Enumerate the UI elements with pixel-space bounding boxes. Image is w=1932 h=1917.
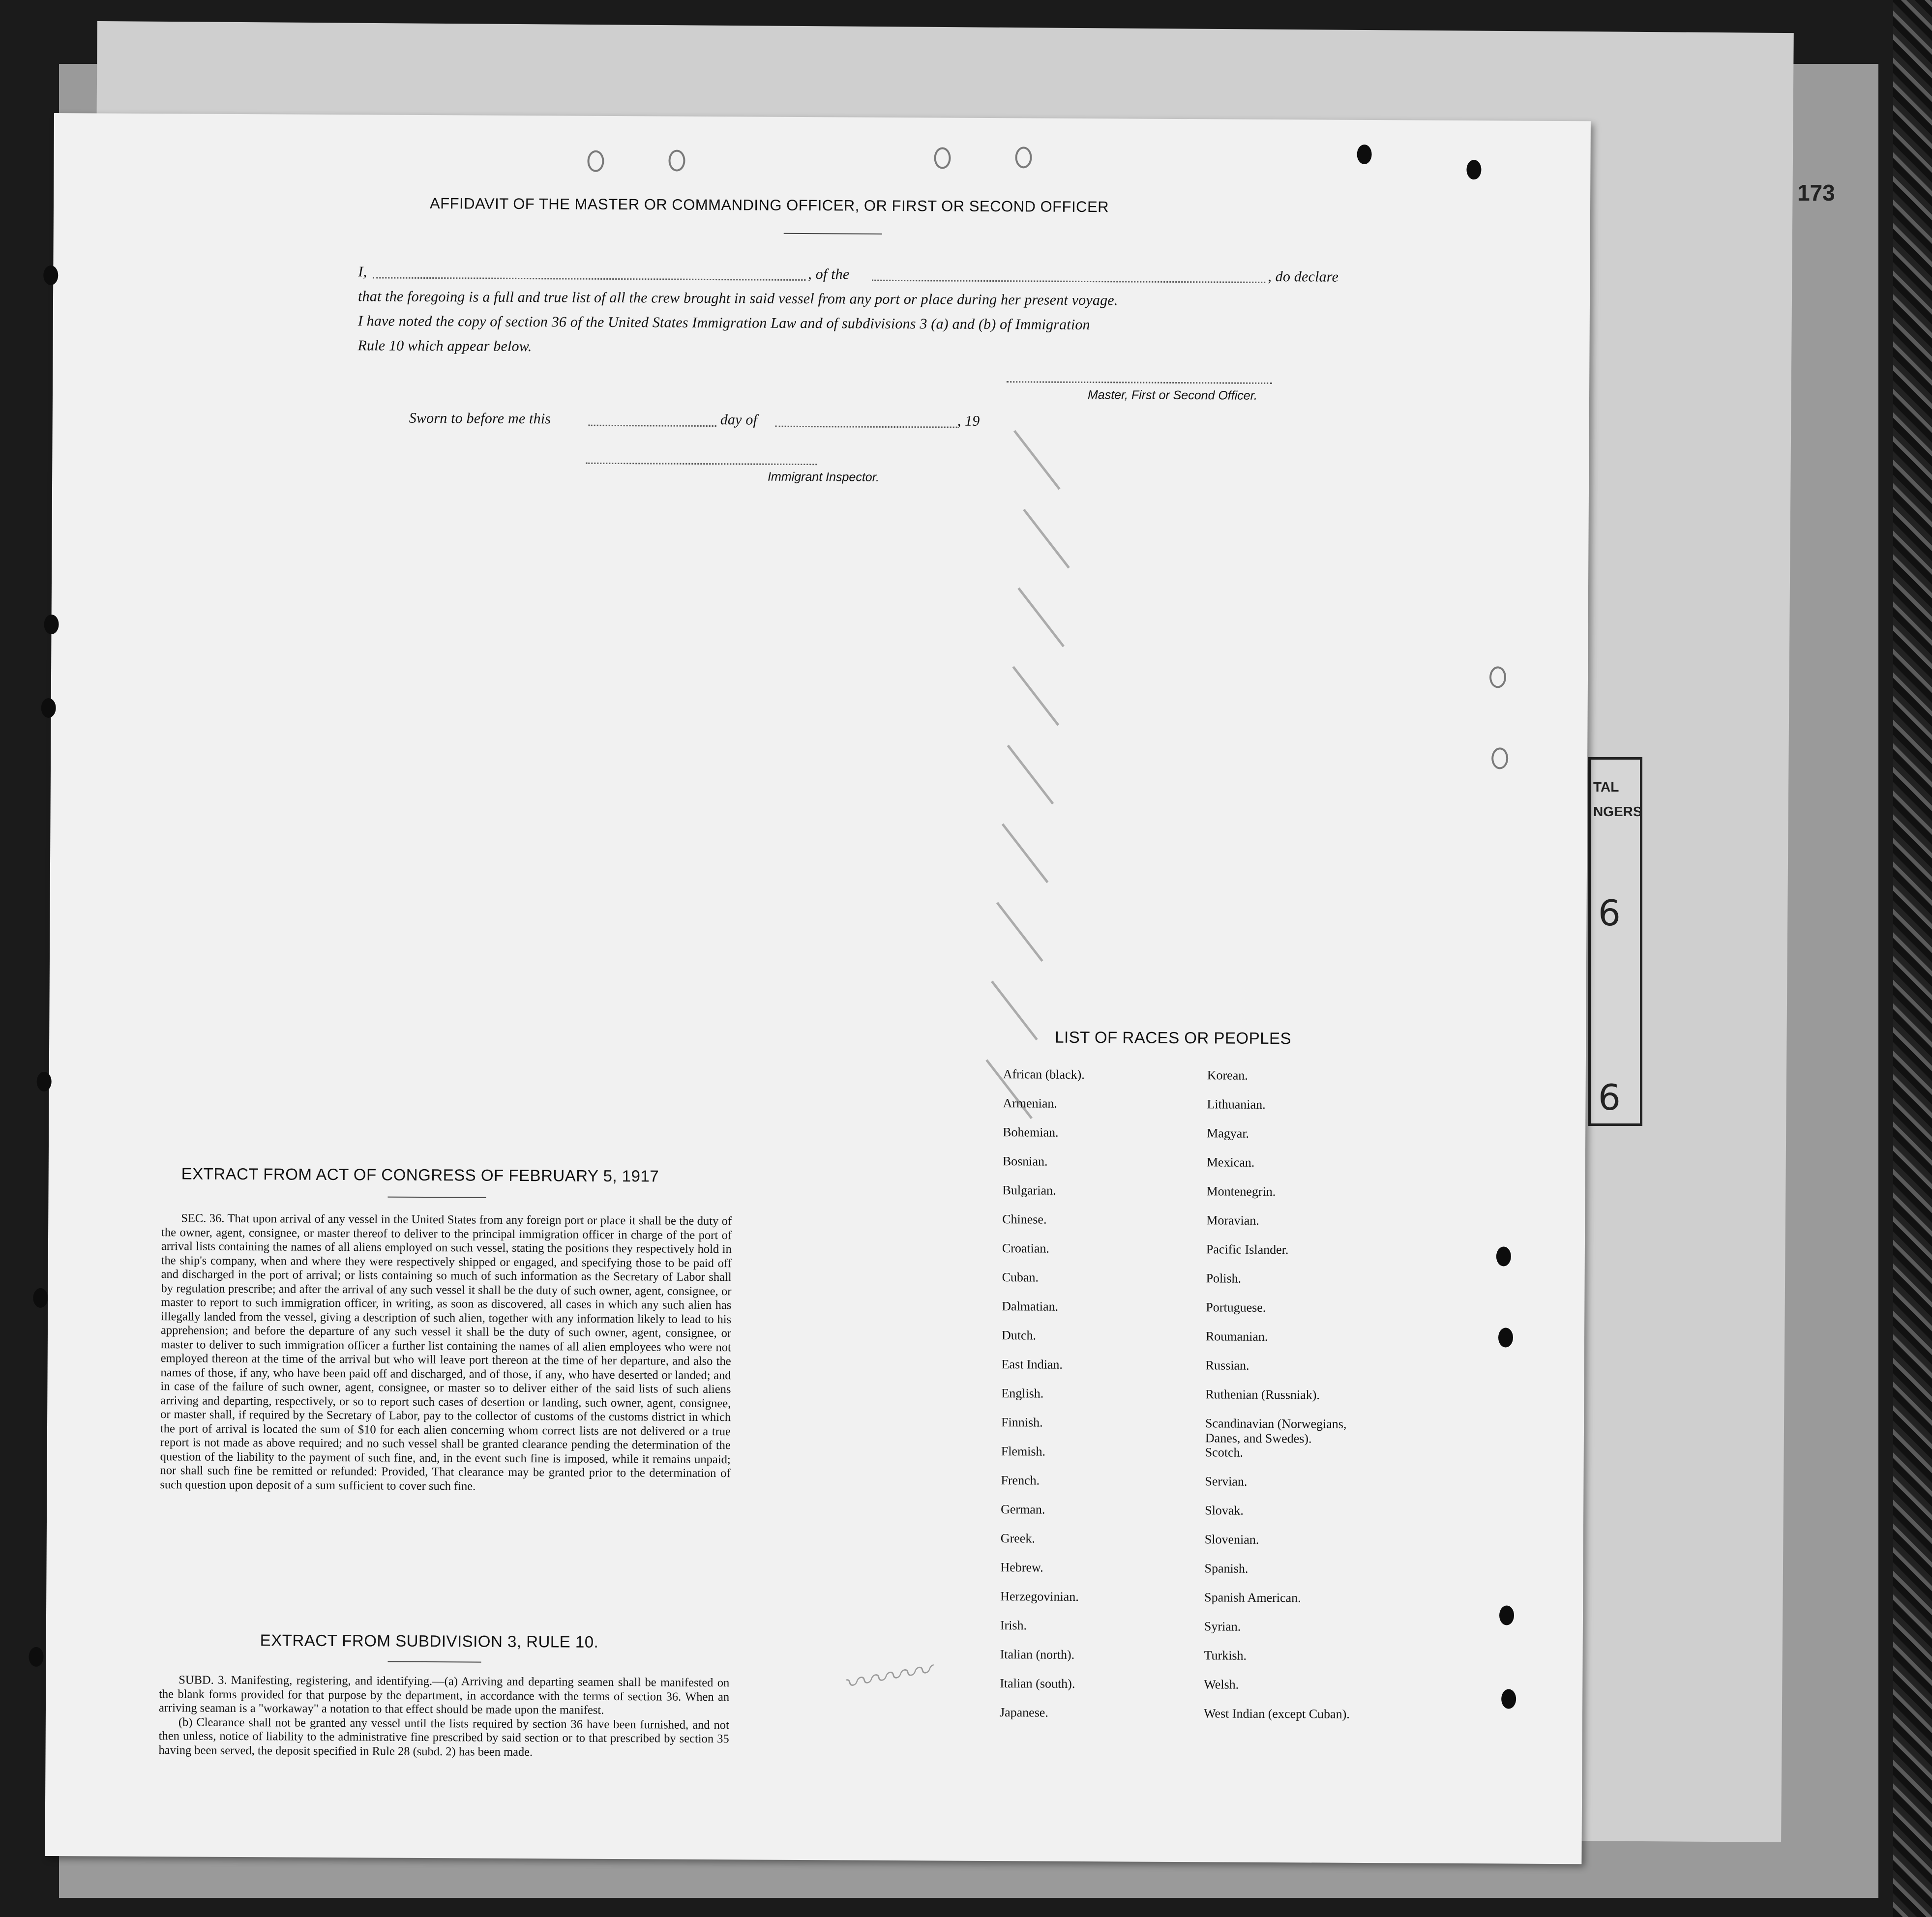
- race-item: English.: [1001, 1386, 1044, 1401]
- race-item: German.: [1001, 1502, 1045, 1517]
- race-item: Chinese.: [1002, 1212, 1047, 1227]
- pencil-strike: [1012, 666, 1059, 726]
- affidavit-line1-suffix: , do declare: [1268, 268, 1339, 285]
- pencil-strike: [996, 902, 1043, 962]
- race-item: Welsh.: [1204, 1677, 1239, 1692]
- binding-strip: [1893, 0, 1932, 1917]
- race-item: Armenian.: [1003, 1096, 1058, 1111]
- affidavit-title: AFFIDAVIT OF THE MASTER OR COMMANDING OFFICER, OR FIRST OR SECOND OFFICER: [429, 195, 1109, 216]
- race-item: Korean.: [1207, 1068, 1248, 1083]
- race-item: Scotch.: [1205, 1445, 1244, 1460]
- race-item: Bohemian.: [1003, 1125, 1059, 1140]
- pencil-strike: [1002, 823, 1049, 883]
- race-item: Spanish.: [1204, 1561, 1248, 1576]
- section-36-paragraph: SEC. 36. That upon arrival of any vessel in the United States from any foreign port or place it shall be the duty of the owner, agent, consignee, or master thereof to deliver to the principal immigration officer in charge of the port of arrival lists containing the names of all aliens employed on such vessel, stating the positions they respectively hold in the ship's company, when and where they were respectively shipped or engaged, and specifying those to be paid off and discharged in the port of arrival; or lists containing so much of such information as the Secretary of Labor shall by regulation prescribe; and after the arrival of any such vessel it shall be the duty of such owner, agent, consignee, or master to report to such immigration officer, in writing, as soon as discovered, all cases in which any such alien has illegally landed from the vessel, giving a description of such alien, together with any information likely to lead to his apprehension; and before the departure of any such vessel it shall be the duty of such owner, agent, consignee, or master to deliver to such immigration officer a further list containing the names of all alien employees who were not employed thereon at the time of the arrival but who will leave port thereon at the time of her departure, and also the names of those, if any, who have been paid off and discharged, and of those, if any, who have deserted or landed; and in case of the failure of such owner, agent, consignee, or master so to deliver either of the said lists of such aliens arriving and departing, respectively, or so to report such cases of desertion or landing, such owner, agent, consignee, or master shall, if required by the Secretary of Labor, pay to the collector of customs of the customs district in which the port of arrival is located the sum of $10 for each alien concerning whom correct lists are not delivered or a true report is not made as above required; and no such vessel shall be granted clearance pending the determination of the question of the liability to the payment of such fine, and, in the event such fine is imposed, while it remains unpaid; nor shall such fine be remitted or refunded: Provided, That clearance may be granted prior to the determination of such question upon deposit of a sum sufficient to cover such fine.: [160, 1211, 732, 1493]
- race-item: Hebrew.: [1000, 1560, 1043, 1575]
- sworn-mid: day of: [720, 412, 758, 428]
- race-item: Flemish.: [1001, 1444, 1046, 1459]
- extract-act-text: [160, 1211, 732, 1495]
- race-item: Turkish.: [1204, 1648, 1247, 1663]
- vessel-name-blank: [872, 280, 1265, 283]
- punch-hole: [37, 1072, 52, 1091]
- punch-ring: [1015, 147, 1032, 168]
- race-item: Ruthenian (Russniak).: [1205, 1387, 1320, 1402]
- rule-paragraph-a: SUBD. 3. Manifesting, registering, and identifying.—(a) Arriving and departing seamen shall be manifested on the blank forms provided for that purpose by the department, in accordance with the terms of section 36. When an arriving seaman is a "workaway" a notation to that effect should be made upon the manifest.: [158, 1673, 730, 1717]
- punch-ring: [934, 147, 951, 169]
- race-item: Russian.: [1205, 1358, 1249, 1373]
- race-item: West Indian (except Cuban).: [1203, 1706, 1350, 1721]
- stamp-count-upper: 6: [1598, 892, 1621, 934]
- extract-rule-title: EXTRACT FROM SUBDIVISION 3, RULE 10.: [260, 1631, 599, 1651]
- affidavit-line1-prefix: I,: [358, 264, 367, 280]
- race-item: Italian (north).: [1000, 1647, 1075, 1662]
- pencil-strike: [1017, 588, 1065, 648]
- pencil-strike: [1023, 509, 1070, 569]
- race-item: Greek.: [1000, 1531, 1035, 1546]
- pencil-strike: [1013, 430, 1061, 490]
- affidavit-line3: I have noted the copy of section 36 of the United States Immigration Law and of subdivisions 3 (a) and (b) of Immigration: [357, 313, 1090, 333]
- title-rule: [784, 233, 882, 235]
- inspector-signature-line: [586, 463, 817, 465]
- race-item: Roumanian.: [1205, 1329, 1268, 1344]
- affidavit-line1-mid: , of the: [808, 266, 850, 283]
- races-left-column: [1000, 1067, 1180, 1735]
- race-item: Magyar.: [1207, 1126, 1249, 1141]
- punch-ring: [668, 150, 685, 172]
- race-item: African (black).: [1003, 1067, 1085, 1082]
- punch-hole: [43, 265, 58, 285]
- sworn-month-blank: [775, 426, 957, 428]
- race-item: Japanese.: [999, 1705, 1048, 1720]
- race-item: Scandinavian (Norwegians, Danes, and Swedes).: [1205, 1416, 1347, 1446]
- rule-paragraph-b: (b) Clearance shall not be granted any vessel until the lists required by section 36 have been furnished, and not then unless, notice of liability to the administrative fine prescribed by said section or to that prescribed by section 35 having been served, the deposit specified in Rule 28 (subd. 2) has been made.: [158, 1715, 729, 1759]
- punch-hole: [33, 1288, 48, 1308]
- race-item: Syrian.: [1204, 1619, 1241, 1634]
- punch-hole: [1466, 160, 1481, 179]
- signature-caption: Master, First or Second Officer.: [1087, 388, 1258, 403]
- pencil-strike: [991, 980, 1038, 1040]
- faint-handwriting: 〰〰〰: [840, 1653, 934, 1702]
- officer-signature-line: [1007, 381, 1272, 384]
- race-item: Dalmatian.: [1002, 1299, 1059, 1314]
- race-item: Polish.: [1206, 1271, 1242, 1286]
- race-item: East Indian.: [1001, 1357, 1063, 1372]
- extract-act-title: EXTRACT FROM ACT OF CONGRESS OF FEBRUARY 5, 1917: [181, 1164, 659, 1185]
- affidavit-sheet: [45, 113, 1591, 1864]
- races-title: LIST OF RACES OR PEOPLES: [1055, 1028, 1292, 1048]
- race-item: Dutch.: [1001, 1328, 1037, 1343]
- punch-hole: [29, 1647, 43, 1667]
- inspector-caption: Immigrant Inspector.: [768, 470, 880, 484]
- race-item: Herzegovinian.: [1000, 1589, 1079, 1604]
- sworn-prefix: Sworn to before me this: [409, 410, 551, 427]
- punch-hole: [1357, 145, 1371, 164]
- races-right-column: [1204, 1068, 1414, 1736]
- race-item: Portuguese.: [1206, 1300, 1266, 1315]
- extract-rule-text: [158, 1673, 729, 1760]
- race-item: Slovenian.: [1204, 1532, 1259, 1547]
- punch-ring: [1491, 747, 1508, 769]
- stamp-label-line2: NGERS: [1593, 804, 1642, 819]
- race-item: Pacific Islander.: [1206, 1242, 1289, 1257]
- extract-rule-rule: [388, 1661, 481, 1663]
- race-item: Montenegrin.: [1206, 1184, 1276, 1199]
- affidavit-line4: Rule 10 which appear below.: [357, 337, 532, 355]
- declarant-name-blank: [373, 277, 805, 281]
- race-item: Bosnian.: [1002, 1154, 1048, 1169]
- race-item: Irish.: [1000, 1618, 1027, 1633]
- extract-act-rule: [387, 1197, 486, 1198]
- race-item: Italian (south).: [1000, 1676, 1075, 1691]
- race-item: Servian.: [1205, 1474, 1248, 1489]
- punch-hole: [44, 615, 59, 634]
- race-item: Lithuanian.: [1207, 1097, 1266, 1112]
- punch-hole: [1501, 1689, 1516, 1709]
- sworn-day-blank: [589, 425, 716, 427]
- race-item: Finnish.: [1001, 1415, 1043, 1430]
- stamp-count-lower: 6: [1598, 1077, 1621, 1118]
- race-item: Croatian.: [1002, 1241, 1050, 1256]
- punch-hole: [41, 698, 56, 718]
- race-item: Moravian.: [1206, 1213, 1259, 1228]
- punch-ring: [587, 150, 604, 172]
- race-item: Spanish American.: [1204, 1590, 1301, 1605]
- race-item: Slovak.: [1205, 1503, 1244, 1518]
- race-item: French.: [1001, 1473, 1040, 1488]
- sworn-suffix: , 19: [957, 413, 980, 429]
- affidavit-line2: that the foregoing is a full and true list of all the crew brought in said vessel from any port or place during her present voyage.: [357, 288, 1118, 309]
- race-item: Cuban.: [1002, 1270, 1039, 1285]
- punch-hole: [1499, 1605, 1514, 1625]
- race-item: Mexican.: [1206, 1155, 1255, 1170]
- punch-ring: [1489, 666, 1506, 688]
- stamp-label-line1: TAL: [1593, 779, 1619, 795]
- pencil-strike: [1007, 745, 1054, 805]
- punch-hole: [1498, 1327, 1513, 1347]
- punch-hole: [1496, 1246, 1511, 1266]
- race-item: Bulgarian.: [1002, 1183, 1056, 1198]
- page-number: 173: [1797, 180, 1835, 206]
